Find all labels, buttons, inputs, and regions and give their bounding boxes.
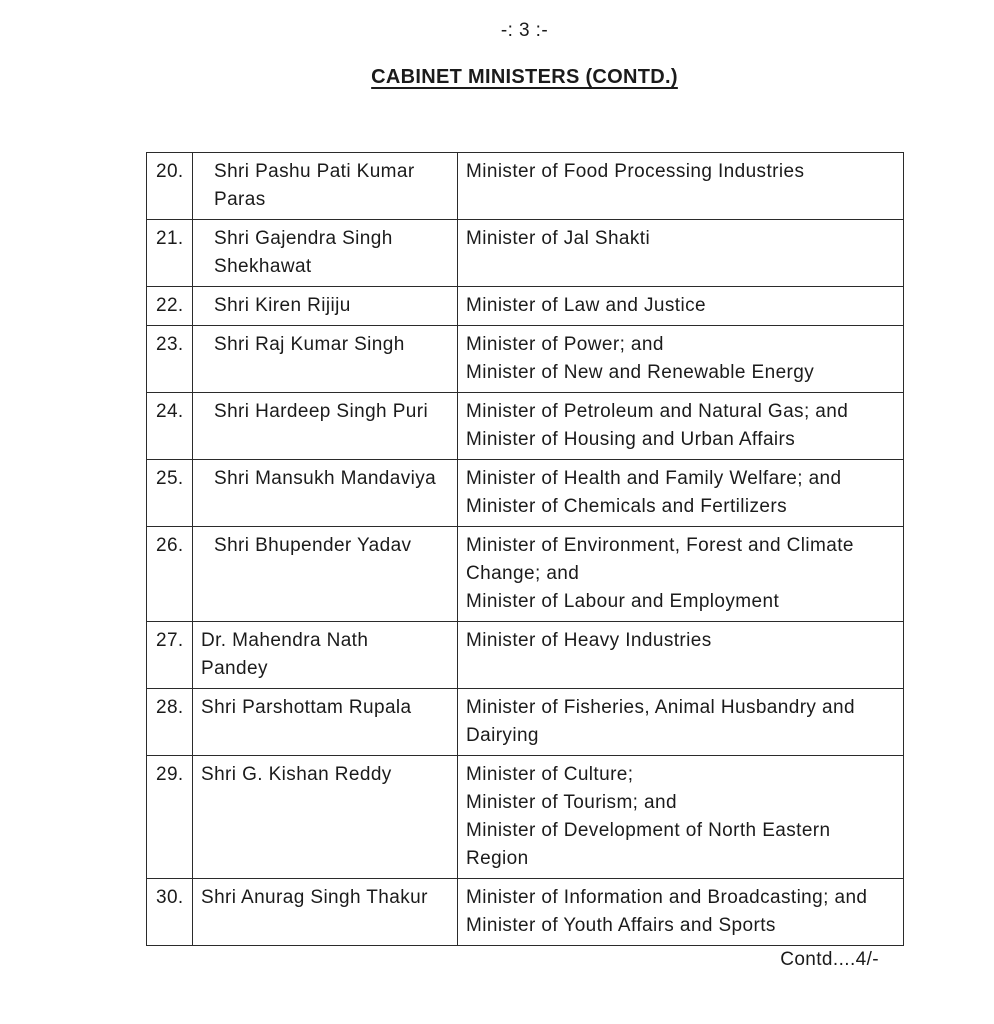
minister-name-cell: Shri Mansukh Mandaviya — [193, 460, 458, 527]
minister-name-cell: Shri Raj Kumar Singh — [193, 326, 458, 393]
minister-name-cell: Shri Anurag Singh Thakur — [193, 879, 458, 946]
portfolio-cell: Minister of Jal Shakti — [458, 220, 904, 287]
row-number-cell: 21. — [147, 220, 193, 287]
row-number-cell: 29. — [147, 756, 193, 879]
portfolio-cell: Minister of Petroleum and Natural Gas; and Minister of Housing and Urban Affairs — [458, 393, 904, 460]
row-number-cell: 25. — [147, 460, 193, 527]
table-row — [147, 220, 904, 287]
row-number-cell: 22. — [147, 287, 193, 326]
minister-name-cell: Shri Kiren Rijiju — [193, 287, 458, 326]
table-row — [147, 326, 904, 393]
portfolio-cell: Minister of Fisheries, Animal Husbandry and Dairying — [458, 689, 904, 756]
portfolio-cell: Minister of Culture; Minister of Tourism; and Minister of Development of North Eastern Region — [458, 756, 904, 879]
continuation-note: Contd....4/- — [780, 949, 879, 970]
row-number-cell: 27. — [147, 622, 193, 689]
table-row — [147, 460, 904, 527]
minister-name-cell: Shri Parshottam Rupala — [193, 689, 458, 756]
minister-name-cell: Shri Bhupender Yadav — [193, 527, 458, 622]
portfolio-cell: Minister of Information and Broadcasting; and Minister of Youth Affairs and Sports — [458, 879, 904, 946]
row-number-cell: 24. — [147, 393, 193, 460]
row-number-cell: 23. — [147, 326, 193, 393]
table-row — [147, 527, 904, 622]
table-row — [147, 393, 904, 460]
row-number-cell: 20. — [147, 153, 193, 220]
portfolio-cell: Minister of Law and Justice — [458, 287, 904, 326]
table-row — [147, 756, 904, 879]
page-title: CABINET MINISTERS (CONTD.) — [371, 66, 678, 88]
page-number: -: 3 :- — [500, 20, 549, 41]
ministers-table — [146, 152, 904, 946]
minister-name-cell: Shri Hardeep Singh Puri — [193, 393, 458, 460]
portfolio-cell: Minister of Power; and Minister of New and Renewable Energy — [458, 326, 904, 393]
portfolio-cell: Minister of Heavy Industries — [458, 622, 904, 689]
minister-name-cell: Shri G. Kishan Reddy — [193, 756, 458, 879]
row-number-cell: 26. — [147, 527, 193, 622]
row-number-cell: 30. — [147, 879, 193, 946]
table-row — [147, 879, 904, 946]
page-header — [146, 0, 903, 90]
minister-name-cell: Dr. Mahendra Nath Pandey — [193, 622, 458, 689]
portfolio-cell: Minister of Environment, Forest and Climate Change; and Minister of Labour and Employment — [458, 527, 904, 622]
portfolio-cell: Minister of Health and Family Welfare; and Minister of Chemicals and Fertilizers — [458, 460, 904, 527]
row-number-cell: 28. — [147, 689, 193, 756]
table-row — [147, 153, 904, 220]
table-row — [147, 689, 904, 756]
minister-name-cell: Shri Pashu Pati Kumar Paras — [193, 153, 458, 220]
table-row — [147, 287, 904, 326]
minister-name-cell: Shri Gajendra Singh Shekhawat — [193, 220, 458, 287]
table-row — [147, 622, 904, 689]
portfolio-cell: Minister of Food Processing Industries — [458, 153, 904, 220]
